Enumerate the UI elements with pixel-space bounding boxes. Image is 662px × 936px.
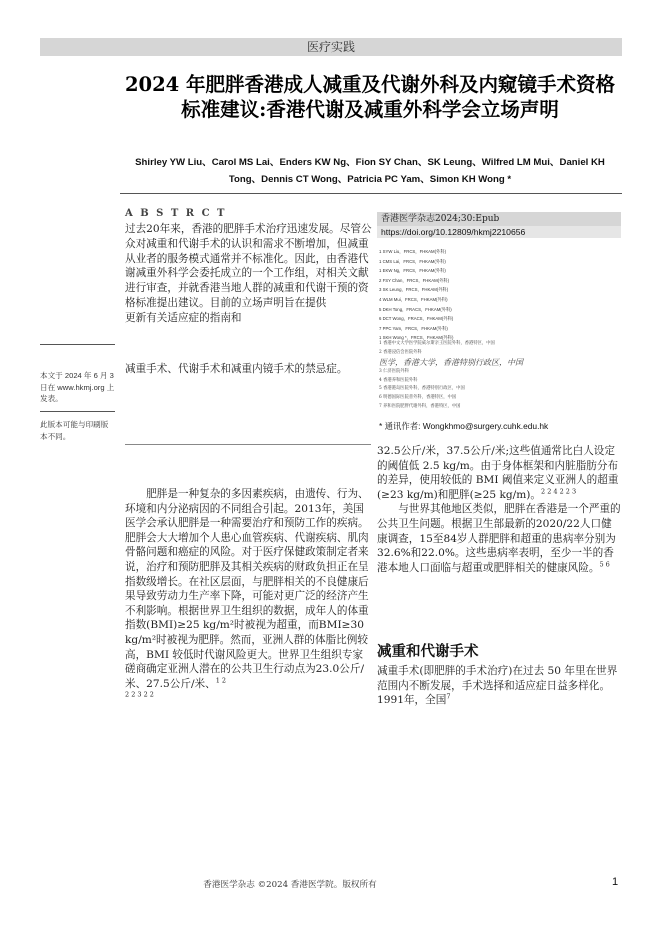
credential-line: 6 DCT Wong，FRACS，FHKAM(外科) — [379, 316, 454, 322]
credential-line: 7 PPC Yam，FRCS，FHKAM(外科) — [379, 325, 448, 331]
affiliation-line: 7 养和医院肥胖代谢外科，香港特区，中国 — [379, 403, 461, 409]
title-rule — [120, 193, 622, 194]
citation-sup: 2 2 3 2 2 — [125, 690, 154, 699]
version-note: 此版本可能与印刷版本不同。 — [40, 420, 109, 441]
abstract-keywords: 减重手术、代谢手术和减重内镜手术的禁忌症。 — [125, 363, 348, 375]
affiliation-line: 1 香港中文大学医学院威尔斯亲王医院外科，香港特区，中国 — [379, 341, 495, 346]
abstract-body — [125, 222, 373, 326]
page-number: 1 — [612, 876, 619, 888]
hk-text: 与世界其他地区类似，肥胖在香港是一个严重的公共卫生问题。根据卫生部最新的2020/22人口健康调查，15至84岁人群肥胖和超重的患病率分别为32.6%和22.0%。这些患病率表明，至少一半的香港本地人口面临与超重或肥胖相关的健康风险。 — [377, 503, 621, 574]
credential-line: 3 SK Leung，FRCS，FHKAM(外科) — [379, 287, 449, 293]
journal-info-box — [377, 212, 621, 238]
citation-sup: 2 2 4 2 2 3 — [541, 487, 577, 496]
credential-line: 1 EKW Ng，FRCS，FHKAM(外科) — [379, 268, 446, 274]
affiliation-notes — [379, 340, 619, 411]
surgery-paragraph-block — [377, 664, 622, 708]
affiliation-line: 4 香港养和医院外科 — [379, 377, 418, 383]
citation-sup: 5 6 — [599, 560, 610, 569]
section-heading: 减重和代谢手术 — [377, 644, 479, 660]
body-column-left — [125, 487, 371, 706]
abstract-text: 过去20年来，香港的肥胖手术治疗迅速发展。尽管公众对减重和代谢手术的认识和需求不断增加，但减重从业者的服务模式通常并不标准化。因此，由香港代谢减重外科学会委托成立的一个工作组，对相关文献进行审查，并就香港当地人群的减重和代谢干预的资格标准提出建议。目前的立场声明旨在提供 — [125, 223, 372, 309]
credential-line: 5 DKH Tong，FRACS，FHKAM(外科) — [379, 306, 452, 312]
side-rule-bottom — [40, 411, 115, 412]
abstract-text-tail: 更新有关适应症的指南和 — [125, 311, 242, 324]
hk-paragraph — [377, 502, 622, 575]
affiliation-line: 5 香港港岛医院外科，香港特别行政区，中国 — [379, 386, 465, 392]
surgery-text: 减重手术(即肥胖的手术治疗)在过去 50 年里在世界范围内不断发展，手术选择和适应症日益多样化。1991年，全国 — [377, 665, 618, 707]
footer-copyright: 香港医学杂志 ©2024 香港医学院。版权所有 — [203, 880, 377, 890]
doi-link[interactable]: https://doi.org/10.12809/hkmj2210656 — [377, 226, 621, 238]
citation-sup: 1 2 — [215, 676, 227, 685]
correspondence-email[interactable]: * 通讯作者: Wongkhmo@surgery.cuhk.edu.hk — [379, 421, 549, 431]
author-credentials — [379, 247, 453, 343]
affiliation-line: 2 香港浸信会医院外科 — [379, 349, 422, 355]
abstract-rule — [125, 444, 371, 445]
credential-line: 2 FSY Chan，FRCS，FHKAM(外科) — [379, 277, 450, 283]
affiliation-line: 医学，香港大学，香港特别行政区，中国 — [379, 358, 523, 368]
journal-citation: 香港医学杂志2024;30:Epub — [377, 212, 621, 226]
author-list: Shirley YW Liu、Carol MS Lai、Enders KW Ng、Fion SY Chan、SK Leung、Wilfred LM Mui、Daniel KH Tong、Dennis CT Wong、Patricia PC Yam、Simon KH Wong * — [135, 157, 605, 185]
body-column-right — [377, 444, 622, 575]
section-header: 医疗实践 — [40, 38, 622, 56]
intro-text: 肥胖是一种复杂的多因素疾病，由遗传、行为、环境和内分泌病因的不同组合引起。2013年，美国医学会承认肥胖是一种需要治疗和预防工作的疾病。肥胖会大大增加个人患心血管疾病、代谢疾病、肌肉骨骼问题和癌症的风险。对于医疗保健政策制定者来说，治疗和预防肥胖及其相关疾病的财政负担正在呈指数级增长。在社区层面，与肥胖相关的不良健康后果导致劳动力生产率下降，可能对更广泛的经济产生不利影响。根据世界卫生组织的数据，成年人的体重指数(BMI)≥25 kg/m²时被视为超重，而BMI≥30 kg/m²时被视为肥胖。然而，亚洲人群的体脂比例较高，BMI 较低时代谢风险更大。世界卫生组织专家磋商确定亚洲人潜在的公共卫生行动点为23.0公斤/米、27.5公斤/米、 — [125, 488, 369, 690]
credential-line: 1 SKH Wong *，FRCS，FHKAM(外科) — [379, 335, 454, 341]
credential-line: 1 SYW Liu，FRCS，FHKAM(外科) — [379, 249, 447, 254]
surgery-paragraph — [377, 664, 622, 708]
article-title: 2024 年肥胖香港成人减重及代谢外科及内窥镜手术资格标准建议:香港代谢及减重外科学会立场声明 — [124, 73, 616, 121]
affiliation-line: 3 仁济医院外科 — [379, 369, 409, 375]
intro-paragraph — [125, 487, 371, 706]
affiliation-line: 6 明德国际医院普外科，香港特区，中国 — [379, 394, 457, 400]
citation-sup: 7 — [446, 692, 451, 701]
credential-line: 1 CMS Lai，FRCS，FHKAM(外科) — [379, 258, 446, 264]
publication-note: 本文于 2024 年 6 月 3 日在 www.hkmj.org 上发表。 — [40, 371, 115, 403]
credential-line: 4 WLM Mui，FRCS，FHKAM(外科) — [379, 296, 448, 302]
side-rule-top — [40, 344, 115, 345]
bmi-text: 32.5公斤/米，37.5公斤/米;这些值通常比白人设定的阈值低 2.5 kg/m。由于身体框架和内脏脂肪分布的差异，使用较低的 BMI 阈值来定义亚洲人的超重(≥23 kg/m)和肥胖(≥25 kg/m)。 — [377, 445, 619, 501]
bmi-paragraph — [377, 444, 622, 502]
abstract-heading: A B S T R C T — [125, 208, 227, 219]
